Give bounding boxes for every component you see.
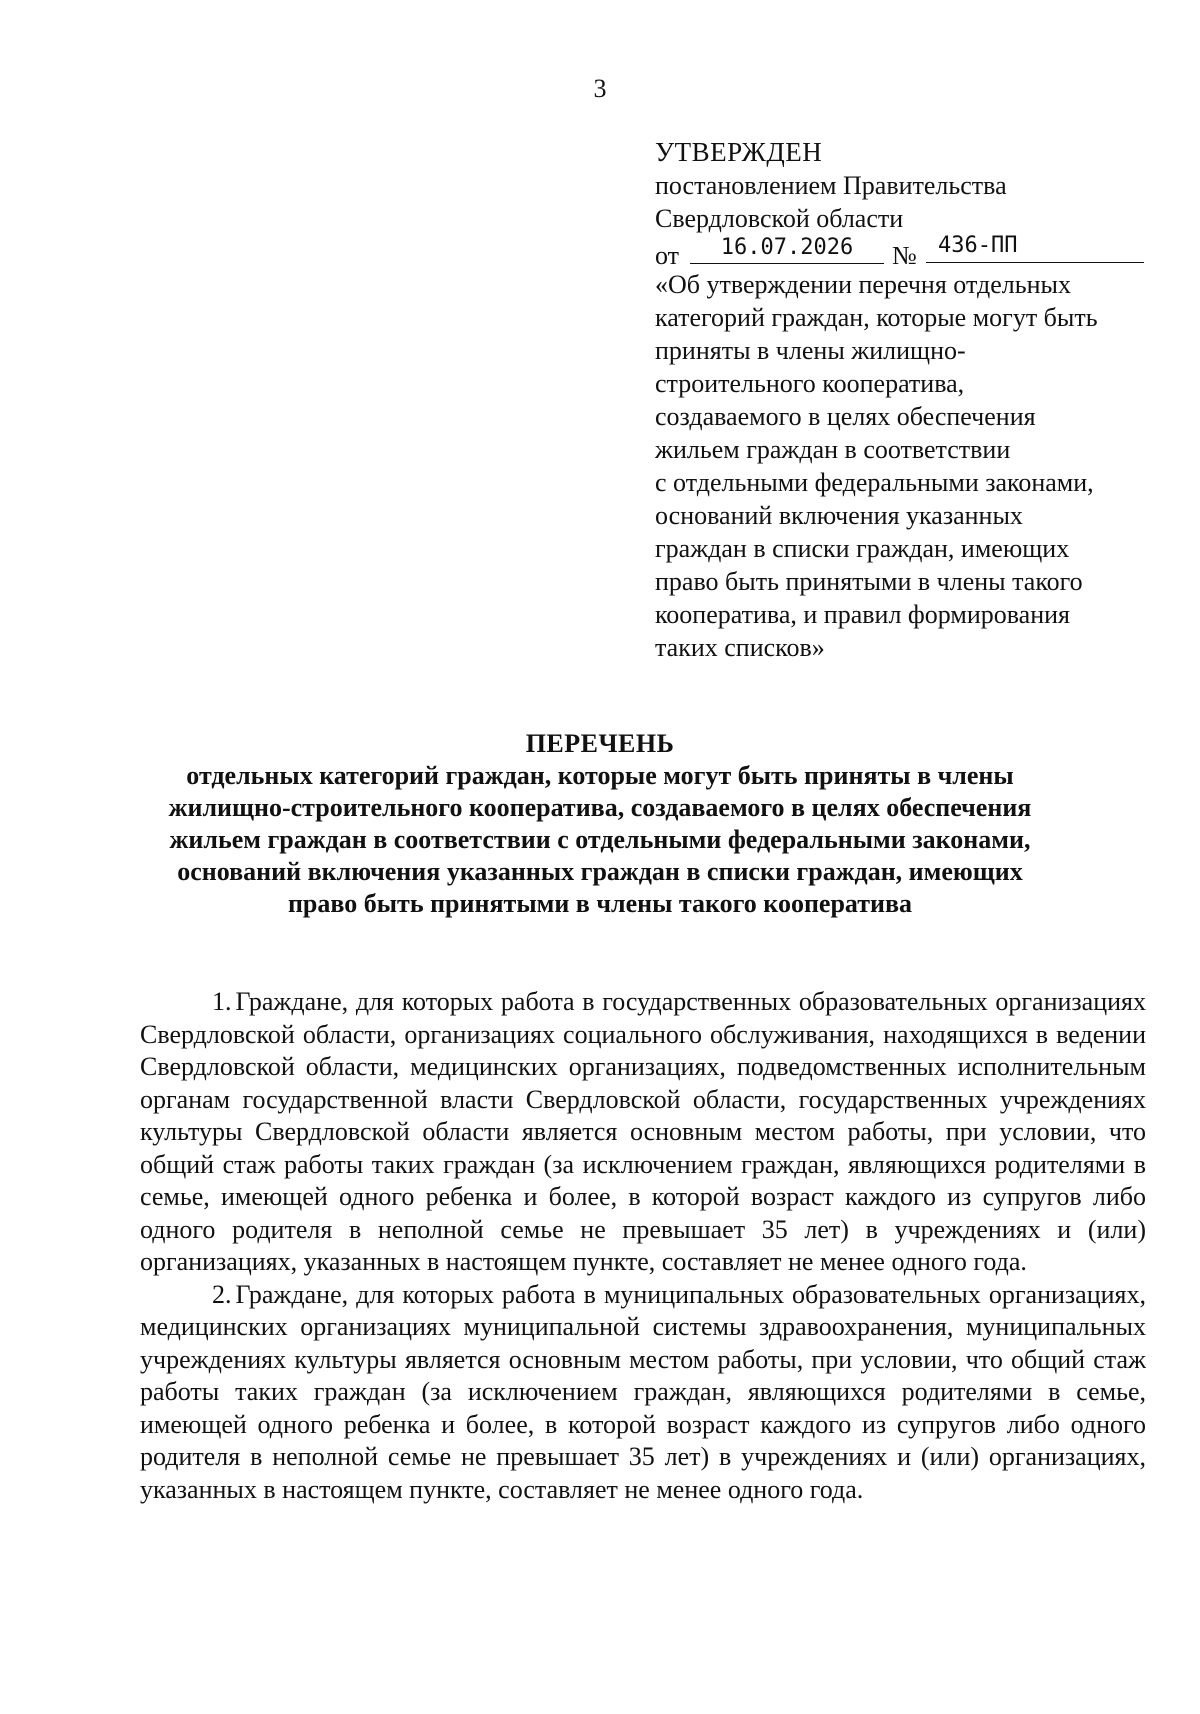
document-body [140, 986, 1146, 1506]
title-heading: ПЕРЕЧЕНЬ [525, 729, 675, 758]
approval-date: 16.07.2026 [690, 233, 884, 264]
title-line: жилищно-строительного кооператива, создаваемого в целях обеспечения [168, 793, 1032, 822]
approval-title-line: строительного кооператива, [655, 369, 965, 398]
item-number: 1. [212, 987, 232, 1016]
approval-title-line: приняты в члены жилищно- [655, 336, 966, 365]
approval-title-line: право быть принятыми в члены такого [655, 567, 1083, 596]
approval-line: Свердловской области [655, 204, 904, 233]
item-text: Граждане, для которых работа в муниципальных образовательных организациях, медицинских организациях муниципальной системы здравоохранения, муниципальных учреждениях культуры является основным местом работы, при условии, что общий стаж работы таких граждан (за исключением граждан, являющихся родителями в семье, имеющей одного ребенка и более, в которой возраст каждого из супругов либо одного родителя в неполной семье не превышает 35 лет) в учреждениях и (или) организациях, указанных в настоящем пункте, составляет не менее одного года. [140, 1279, 1146, 1504]
title-line: оснований включения указанных граждан в списки граждан, имеющих [177, 857, 1023, 886]
page-number: 3 [593, 74, 607, 103]
approval-title-line: категорий граждан, которые могут быть [655, 303, 1098, 332]
approval-title-line: жильем граждан в соответствии [655, 435, 1011, 464]
list-item [140, 986, 1146, 1279]
list-item [140, 1279, 1146, 1507]
item-number: 2. [212, 1279, 232, 1309]
title-line: отдельных категорий граждан, которые могут быть приняты в члены [186, 761, 1014, 790]
approval-title-line: кооператива, и правил формирования [655, 600, 1070, 629]
approval-title-line: таких списков» [655, 633, 825, 662]
number-prefix: № [892, 241, 917, 270]
approval-title-line: «Об утверждении перечня отдельных [655, 270, 1071, 299]
approval-title-line: с отдельными федеральными законами, [655, 468, 1094, 497]
title-line: жильем граждан в соответствии с отдельными федеральными законами, [169, 825, 1031, 854]
approval-title-line: граждан в списки граждан, имеющих [655, 534, 1070, 563]
document-title [120, 728, 1080, 920]
approval-line: постановлением Правительства [655, 171, 1007, 200]
item-text: Граждане, для которых работа в государственных образовательных организациях Свердловской области, организациях социального обслуживания, находящихся в ведении Свердловской области, медицинских организациях, подведомственных исполнительным органам государственной власти Свердловской области, государственных учреждениях культуры Свердловской области является основным местом работы, при условии, что общий стаж работы таких граждан (за исключением граждан, являющихся родителями в семье, имеющей одного ребенка и более, в которой возраст каждого из супругов либо одного родителя в неполной семье не превышает 35 лет) в учреждениях и (или) организациях, указанных в настоящем пункте, составляет не менее одного года. [140, 987, 1146, 1276]
approval-title-line: создаваемого в целях обеспечения [655, 402, 1036, 431]
approval-stamp-block [655, 136, 1155, 664]
approval-date-line [655, 235, 1155, 268]
approval-title-line: оснований включения указанных [655, 501, 1023, 530]
date-prefix: от [655, 241, 680, 270]
approval-heading: УТВЕРЖДЕН [655, 137, 823, 167]
title-line: право быть принятыми в члены такого кооператива [287, 889, 913, 918]
approval-number: 436-ПП [926, 231, 1144, 263]
